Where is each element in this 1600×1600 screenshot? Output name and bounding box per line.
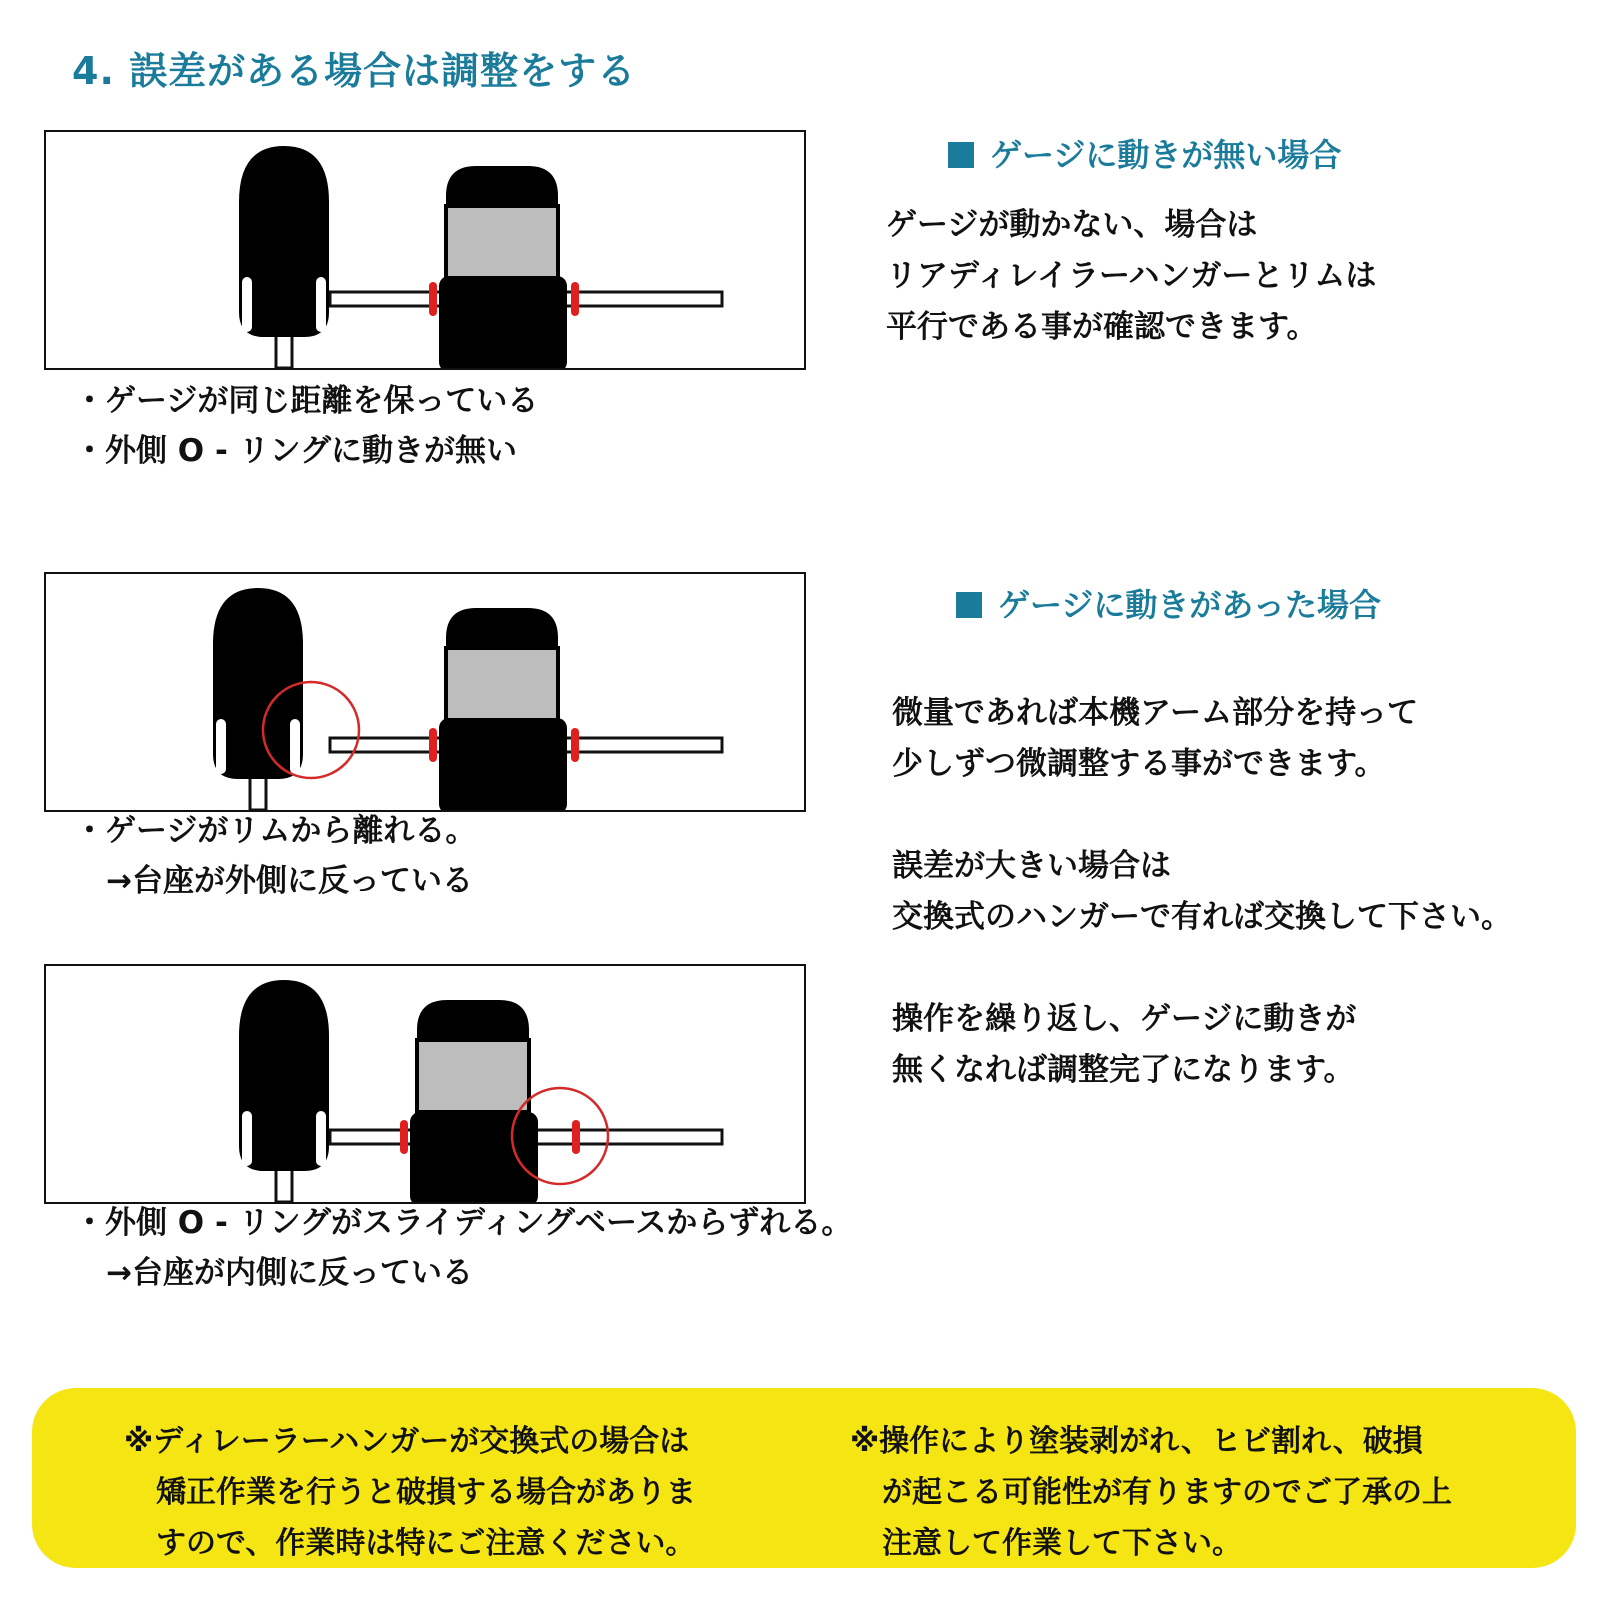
panel2-caption-2: →台座が外側に反っている — [106, 863, 473, 899]
gauge-head — [213, 588, 303, 810]
movement-p2-line-2: 交換式のハンガーで有れば交換して下さい。 — [892, 899, 1512, 935]
panel1-caption-2: ・外側 O - リングに動きが無い — [74, 433, 517, 469]
inner-o-ring — [400, 1120, 408, 1154]
rim-base — [439, 166, 567, 368]
movement-p3-line-2: 無くなれば調整完了になります。 — [892, 1052, 1355, 1088]
movement-description — [892, 688, 1512, 1096]
panel3-captions — [74, 1198, 852, 1298]
panel2-captions — [74, 806, 476, 906]
outer-o-ring — [571, 728, 579, 762]
rim-base — [439, 608, 567, 810]
rim-base — [410, 1000, 538, 1202]
panel1-captions — [74, 376, 538, 476]
no-movement-line-1: ゲージが動かない、場合は — [886, 207, 1258, 243]
section-title-no-movement — [948, 130, 1341, 176]
caution-note-box — [32, 1388, 1576, 1568]
movement-p3-line-1: 操作を繰り返し、ゲージに動きが — [892, 1001, 1357, 1037]
caution-note-left — [124, 1416, 696, 1569]
section-title-movement — [956, 580, 1381, 626]
panel3-caption-2: →台座が内側に反っている — [106, 1255, 473, 1291]
note-left-line-1: ※ディレーラーハンガーが交換式の場合は — [124, 1424, 690, 1459]
inner-o-ring — [429, 282, 437, 316]
outer-o-ring — [572, 1120, 580, 1154]
diagram-gauge-away — [46, 574, 804, 810]
panel2-caption-1: ・ゲージがリムから離れる。 — [74, 813, 477, 849]
diagram-panel-oring-slide — [44, 964, 806, 1204]
movement-p2-line-1: 誤差が大きい場合は — [892, 848, 1171, 884]
note-left-line-3: すので、作業時は特にご注意ください。 — [156, 1526, 696, 1561]
panel3-caption-1: ・外側 O - リングがスライディングベースからずれる。 — [74, 1205, 853, 1241]
no-movement-line-3: 平行である事が確認できます。 — [886, 309, 1318, 345]
gauge-head — [239, 980, 329, 1202]
movement-p1-line-2: 少しずつ微調整する事ができます。 — [892, 746, 1386, 782]
square-bullet-icon — [956, 592, 982, 618]
movement-p1-line-1: 微量であれば本機アーム部分を持って — [892, 695, 1419, 731]
page-heading: 4. 誤差がある場合は調整をする — [72, 49, 637, 93]
no-movement-line-2: リアディレイラーハンガーとリムは — [886, 258, 1377, 294]
inner-o-ring — [429, 728, 437, 762]
note-right-line-3: 注意して作業して下さい。 — [882, 1526, 1242, 1561]
gauge-head — [239, 146, 329, 368]
diagram-no-movement — [46, 132, 804, 368]
diagram-panel-no-movement — [44, 130, 806, 370]
caution-note-right — [850, 1416, 1452, 1569]
diagram-oring-slide — [46, 966, 804, 1202]
note-left-line-2: 矯正作業を行うと破損する場合がありま — [156, 1475, 696, 1510]
no-movement-description — [886, 200, 1376, 353]
outer-o-ring — [571, 282, 579, 316]
section-title-movement-text: ゲージに動きがあった場合 — [998, 586, 1382, 624]
square-bullet-icon — [948, 142, 974, 168]
diagram-panel-gauge-away — [44, 572, 806, 812]
note-right-line-2: が起こる可能性が有りますのでご了承の上 — [882, 1475, 1452, 1510]
panel1-caption-1: ・ゲージが同じ距離を保っている — [74, 383, 539, 419]
section-title-no-movement-text: ゲージに動きが無い場合 — [990, 136, 1342, 174]
note-right-line-1: ※操作により塗装剥がれ、ヒビ割れ、破損 — [850, 1424, 1423, 1459]
